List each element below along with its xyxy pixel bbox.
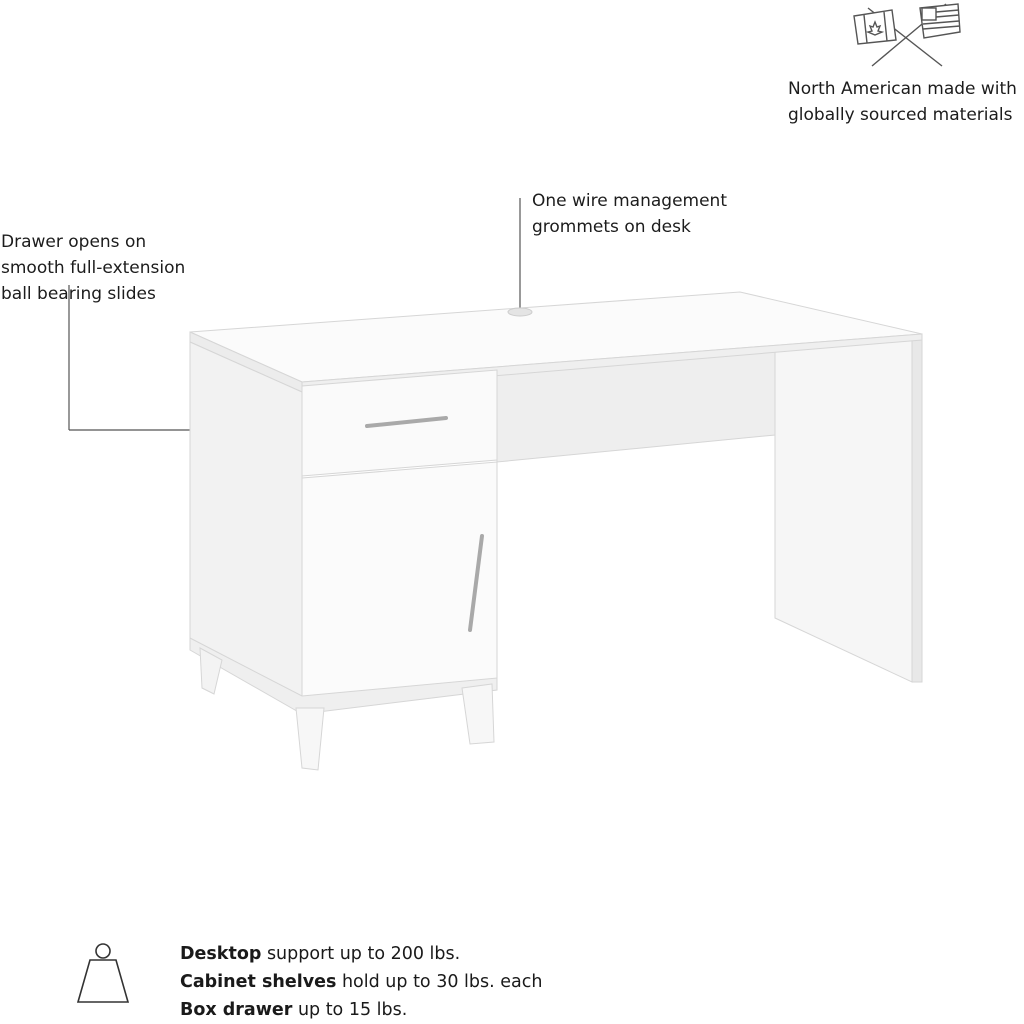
capacity-row-cabinet — [180, 968, 542, 996]
capacity-specs — [180, 940, 542, 1024]
capacity-row-drawer — [180, 996, 542, 1024]
capacity-text: up to 15 lbs. — [292, 1000, 408, 1020]
capacity-row-desktop — [180, 940, 542, 968]
capacity-text: hold up to 30 lbs. each — [336, 972, 543, 992]
grommet-callout — [532, 188, 727, 240]
capacity-text: support up to 200 lbs. — [261, 944, 461, 964]
capacity-label: Box drawer — [180, 1000, 293, 1020]
capacity-label: Cabinet shelves — [180, 972, 337, 992]
drawer-line-1: Drawer opens on — [1, 232, 147, 252]
capacity-label: Desktop — [180, 944, 262, 964]
drawer-line-3: ball bearing slides — [1, 284, 156, 304]
desk — [190, 292, 922, 770]
canada-usa-flags-icon — [850, 0, 962, 70]
drawer-line-2: smooth full-extension — [1, 258, 186, 278]
grommet-line-2: grommets on desk — [532, 217, 691, 237]
origin-callout — [788, 76, 1020, 128]
grommet-line-1: One wire management — [532, 191, 728, 211]
origin-line-1: North American made with — [788, 79, 1017, 99]
weight-icon — [70, 940, 136, 1008]
drawer-callout — [1, 229, 185, 307]
origin-line-2: globally sourced materials — [788, 105, 1013, 125]
